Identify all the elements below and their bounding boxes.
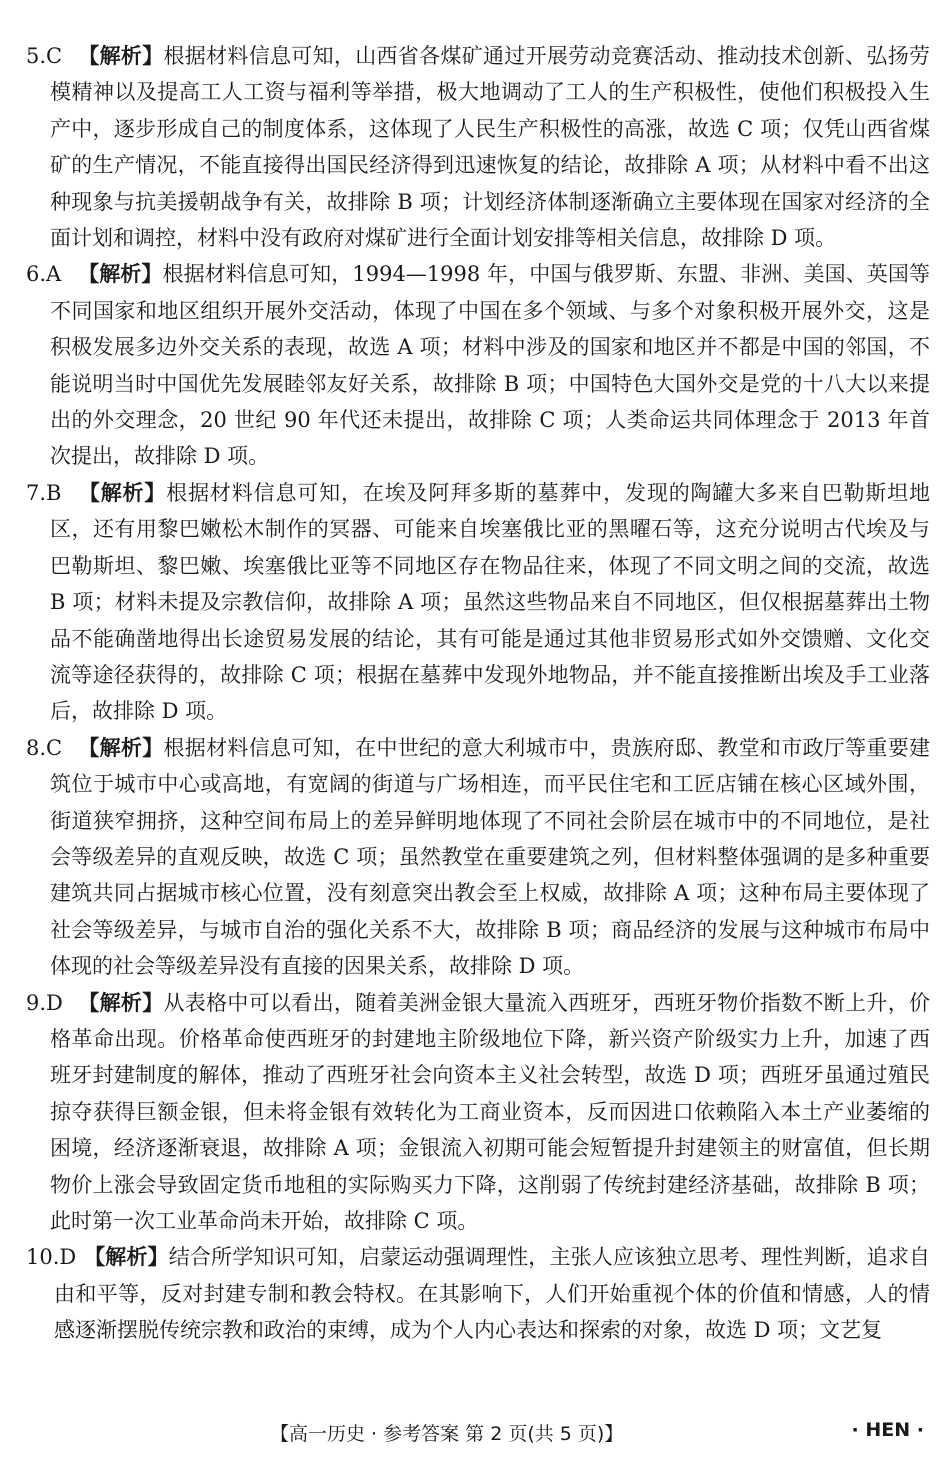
item-number: 10.D [26,1245,77,1270]
analysis-tag: 【解析】 [78,44,164,68]
item-number: 8.C [26,735,63,760]
answer-item-9 [26,985,930,1240]
page-footer [0,1419,950,1447]
item-number: 6.A [26,262,62,287]
item-text: 结合所学知识可知，启蒙运动强调理性，主张人应该独立思考、理性判断，追求自由和平等，反对封建专制和教会特权。在其影响下，人们开始重视个体的价值和情感，人的情感逐渐摆脱传统宗教和政治的束缚，成为个人内心表达和探索的对象，故选 D 项；文艺复 [54,1245,930,1343]
item-number: 9.D [26,990,63,1015]
item-text: 根据材料信息可知，在中世纪的意大利城市中，贵族府邸、教堂和市政厅等重要建筑位于城市中心或高地，有宽阔的街道与广场相连，而平民住宅和工匠店铺在核心区域外围，街道狭窄拥挤，这种空间布局上的差异鲜明地体现了不同社会阶层在城市中的不同地位，是社会等级差异的直观反映，故选 C 项；虽然教堂在重要建筑之列，但材料整体强调的是多种重要建筑共同占据城市核心位置，没有刻意突出教会至上权威，故排除 A 项；这种布局主要体现了社会等级差异，与城市自治的强化关系不大，故排除 B 项；商品经济的发展与这种城市布局中体现的社会等级差异没有直接的因果关系，故排除 D 项。 [50,735,930,979]
answer-list [26,38,930,1349]
footer-code: · HEN · [851,1419,924,1441]
item-text: 根据材料信息可知，在埃及阿拜多斯的墓葬中，发现的陶罐大多来自巴勒斯坦地区，还有用黎巴嫩松木制作的冥器、可能来自埃塞俄比亚的黑曜石等，这充分说明古代埃及与巴勒斯坦、黎巴嫩、埃塞俄比亚等不同地区存在物品往来，体现了不同文明之间的交流，故选 B 项；材料未提及宗教信仰，故排除 A 项；虽然这些物品来自不同地区，但仅根据墓葬出土物品不能确凿地得出长途贸易发展的结论，其有可能是通过其他非贸易形式如外交馈赠、文化交流等途径获得的，故排除 C 项；根据在墓葬中发现外地物品，并不能直接推断出埃及手工业落后，故排除 D 项。 [50,480,931,724]
analysis-tag: 【解析】 [78,990,164,1015]
answer-item-10 [26,1239,930,1348]
analysis-tag: 【解析】 [78,480,167,505]
footer-title: 【高一历史 · 参考答案 第 2 页(共 5 页)】 [270,1423,624,1445]
item-text: 根据材料信息可知，山西省各煤矿通过开展劳动竞赛活动、推动技术创新、弘扬劳模精神以及提高工人工资与福利等举措，极大地调动了工人的生产积极性，使他们积极投入生产中，逐步形成自己的制度体系，这体现了人民生产积极性的高涨，故选 C 项；仅凭山西省煤矿的生产情况，不能直接得出国民经济得到迅速恢复的结论，故排除 A 项；从材料中看不出这种现象与抗美援朝战争有关，故排除 B 项；计划经济体制逐渐确立主要体现在国家对经济的全面计划和调控，材料中没有政府对煤矿进行全面计划安排等相关信息，故排除 D 项。 [50,44,930,251]
answer-item-8 [26,730,930,985]
answer-item-5 [26,38,930,256]
item-text: 从表格中可以看出，随着美洲金银大量流入西班牙，西班牙物价指数不断上升，价格革命出现。价格革命使西班牙的封建地主阶级地位下降，新兴资产阶级实力上升，加速了西班牙封建制度的解体，推动了西班牙社会向资本主义社会转型，故选 D 项；西班牙虽通过殖民掠夺获得巨额金银，但未将金银有效转化为工商业资本，反而因进口依赖陷入本土产业萎缩的困境，经济逐渐衰退，故排除 A 项；金银流入初期可能会短暂提升封建领主的财富值，但长期物价上涨会导致固定货币地租的实际购买力下降，这削弱了传统封建经济基础，故排除 B 项；此时第一次工业革命尚未开始，故排除 C 项。 [50,990,930,1233]
item-text: 根据材料信息可知，1994—1998 年，中国与俄罗斯、东盟、非洲、美国、英国等不同国家和地区组织开展外交活动，体现了中国在多个领域、与多个对象积极开展外交，这是积极发展多边外交关系的表现，故选 A 项；材料中涉及的国家和地区并不都是中国的邻国，不能说明当时中国优先发展睦邻友好关系，故排除 B 项；中国特色大国外交是党的十八大以来提出的外交理念，20 世纪 90 年代还未提出，故排除 C 项；人类命运共同体理念于 2013 年首次提出，故排除 D 项。 [50,262,931,469]
analysis-tag: 【解析】 [84,1245,169,1270]
answer-item-6 [26,256,930,474]
analysis-tag: 【解析】 [78,262,163,287]
item-number: 7.B [26,480,62,505]
item-number: 5.C [26,44,63,68]
analysis-tag: 【解析】 [78,735,164,760]
answer-item-7 [26,475,930,730]
